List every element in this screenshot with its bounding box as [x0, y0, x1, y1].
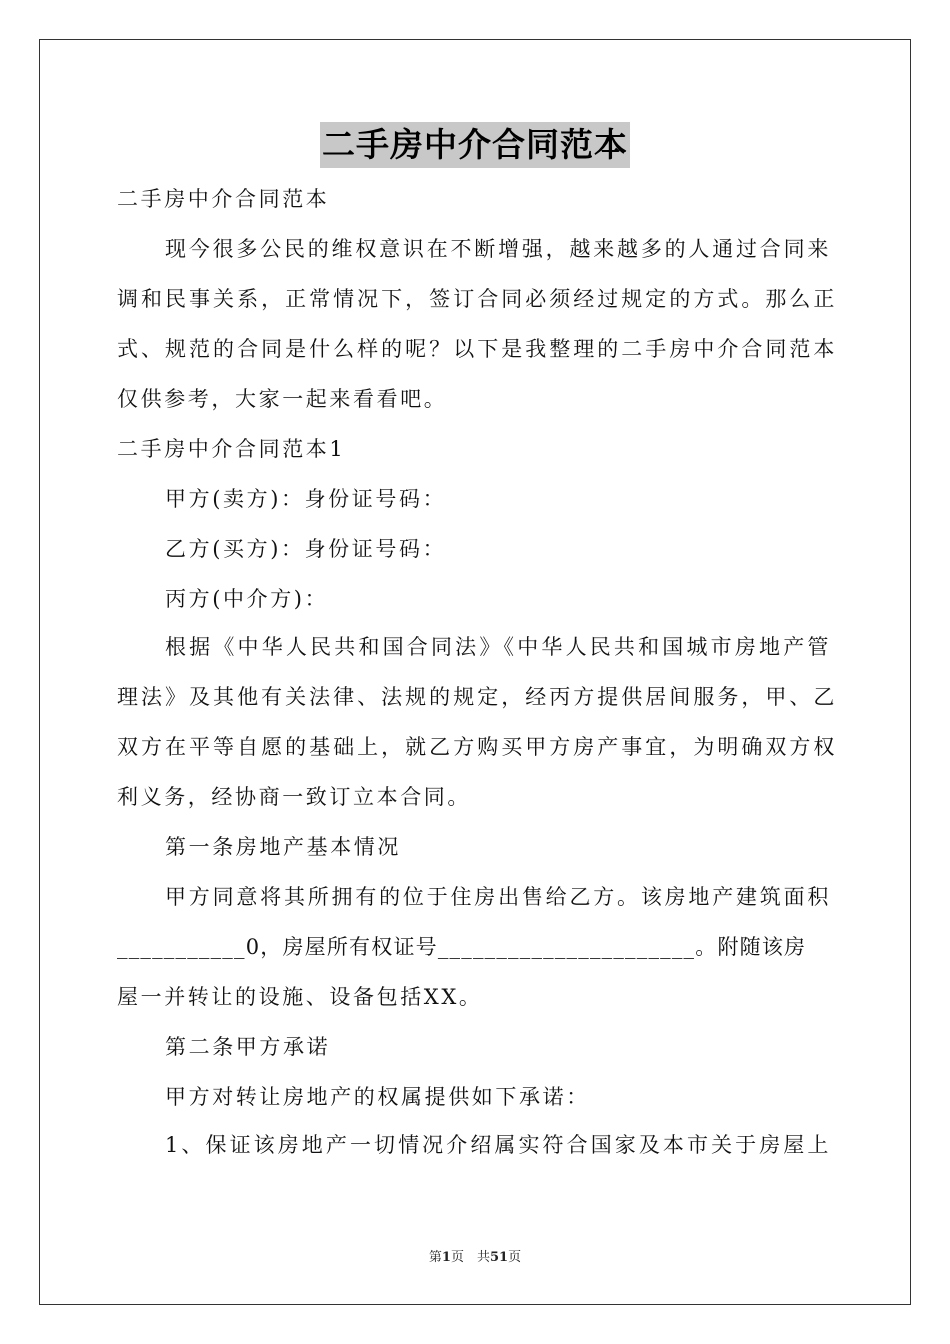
body-line: 根据《中华人民共和国合同法》《中华人民共和国城市房地产管: [165, 635, 831, 659]
footer-page-prefix: 第: [428, 1250, 442, 1265]
footer-page-mid: 页 共: [450, 1250, 490, 1265]
body-line: 乙方(买方)：身份证号码：: [165, 537, 447, 561]
body-line: 1、保证该房地产一切情况介绍属实符合国家及本市关于房屋上: [165, 1133, 831, 1157]
body-line: 甲方对转让房地产的权属提供如下承诺：: [165, 1085, 590, 1109]
footer-page-total: 51: [489, 1250, 509, 1265]
body-line: 调和民事关系，正常情况下，签订合同必须经过规定的方式。那么正: [117, 287, 837, 311]
page-border: [39, 39, 911, 1305]
body-line: 仅供参考，大家一起来看看吧。: [117, 387, 448, 411]
body-line: 二手房中介合同范本: [117, 187, 330, 211]
body-line: 利义务，经协商一致订立本合同。: [117, 785, 471, 809]
document-title-block: [0, 122, 950, 168]
document-title: 二手房中介合同范本: [320, 122, 630, 168]
body-line: 式、规范的合同是什么样的呢？以下是我整理的二手房中介合同范本: [117, 337, 837, 361]
article-heading: 第二条甲方承诺: [165, 1035, 331, 1059]
body-line: 甲方(卖方)：身份证号码：: [165, 487, 447, 511]
footer-page-suffix: 页: [508, 1250, 522, 1265]
body-line: 理法》及其他有关法律、法规的规定，经丙方提供居间服务，甲、乙: [117, 685, 837, 709]
body-line-with-blanks: ___________0，房屋所有权证号______________________。附随该房: [117, 935, 807, 959]
body-line: 丙方(中介方)：: [165, 587, 329, 611]
footer-page-current: 1: [441, 1250, 451, 1265]
body-line: 双方在平等自愿的基础上，就乙方购买甲方房产事宜，为明确双方权: [117, 735, 837, 759]
body-line: 屋一并转让的设施、设备包括XX。: [117, 985, 483, 1009]
body-line: 甲方同意将其所拥有的位于住房出售给乙方。该房地产建筑面积: [165, 885, 831, 909]
page-footer: [0, 1246, 950, 1265]
body-line: 现今很多公民的维权意识在不断增强，越来越多的人通过合同来: [165, 237, 831, 261]
article-heading: 第一条房地产基本情况: [165, 835, 401, 859]
section-heading: 二手房中介合同范本1: [117, 437, 346, 461]
